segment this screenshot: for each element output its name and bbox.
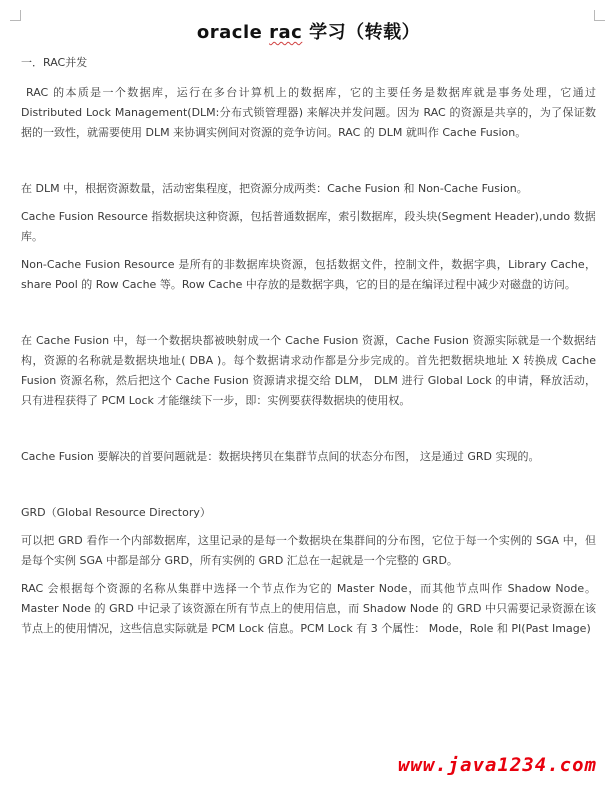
document-body: [21, 18, 596, 647]
paragraph-2: 在 DLM 中，根据资源数量，活动密集程度，把资源分成两类：Cache Fusion 和 Non-Cache Fusion。: [21, 182, 528, 195]
title-suffix: 学习（转载）: [309, 22, 421, 43]
section-heading-grd: GRD（Global Resource Directory）: [21, 506, 211, 519]
page-corner-mark-top-left: [10, 10, 21, 21]
paragraph-1: RAC 的本质是一个数据库，运行在多台计算机上的数据库，它的主要任务是数据库就是事务处理，它通过 Distributed Lock Management(DLM:分布式锁管理器) 来解决并发问题。因为 RAC 的资源是共享的，为了保证数据的一致性，就需要使用 DLM 来协调实例间对资源的竞争访问。RAC 的 DLM 就叫作 Cache Fusion。: [21, 86, 596, 139]
section-heading-rac: 一．RAC并发: [21, 56, 88, 69]
watermark-url: www.java1234.com: [397, 754, 597, 776]
paragraph-6: Cache Fusion 要解决的首要问题就是：数据块拷贝在集群节点间的状态分布图， 这是通过 GRD 实现的。: [21, 450, 540, 463]
paragraph-7: 可以把 GRD 看作一个内部数据库，这里记录的是每一个数据块在集群间的分布图，它位于每一个实例的 SGA 中，但是每个实例 SGA 中都是部分 GRD，所有实例的 GRD 汇总在一起就是一个完整的 GRD。: [21, 534, 596, 567]
paragraph-4: Non-Cache Fusion Resource 是所有的非数据库块资源，包括数据文件，控制文件，数据字典，Library Cache，share Pool 的 Row Cache 等。Row Cache 中存放的是数据字典，它的目的是在编译过程中减少对磁盘的访问。: [21, 258, 596, 291]
paragraph-8: RAC 会根据每个资源的名称从集群中选择一个节点作为它的 Master Node，而其他节点叫作 Shadow Node。Master Node 的 GRD 中记录了该资源在所有节点上的使用信息，而 Shadow Node 的 GRD 中只需要记录资源在该节点上的使用情况，这些信息实际就是 PCM Lock 信息。PCM Lock 有 3 个属性： Mode，Role 和 PI(Past Image): [21, 582, 596, 635]
paragraph-5: 在 Cache Fusion 中，每一个数据块都被映射成一个 Cache Fusion 资源，Cache Fusion 资源实际就是一个数据结构，资源的名称就是数据块地址( DBA )。每个数据请求动作都是分步完成的。首先把数据块地址 X 转换成 Cache Fusion 资源名称，然后把这个 Cache Fusion 资源请求提交给 DLM， DLM 进行 Global Lock 的申请，释放活动，只有进程获得了 PCM Lock 才能继续下一步，即：实例要获得数据块的使用权。: [21, 334, 596, 407]
paragraph-3: Cache Fusion Resource 指数据块这种资源，包括普通数据库，索引数据库，段头块(Segment Header),undo 数据库。: [21, 210, 596, 243]
title-prefix: oracle: [196, 22, 263, 43]
title-word-spellcheck: rac: [269, 22, 303, 43]
document-title: [21, 18, 596, 44]
